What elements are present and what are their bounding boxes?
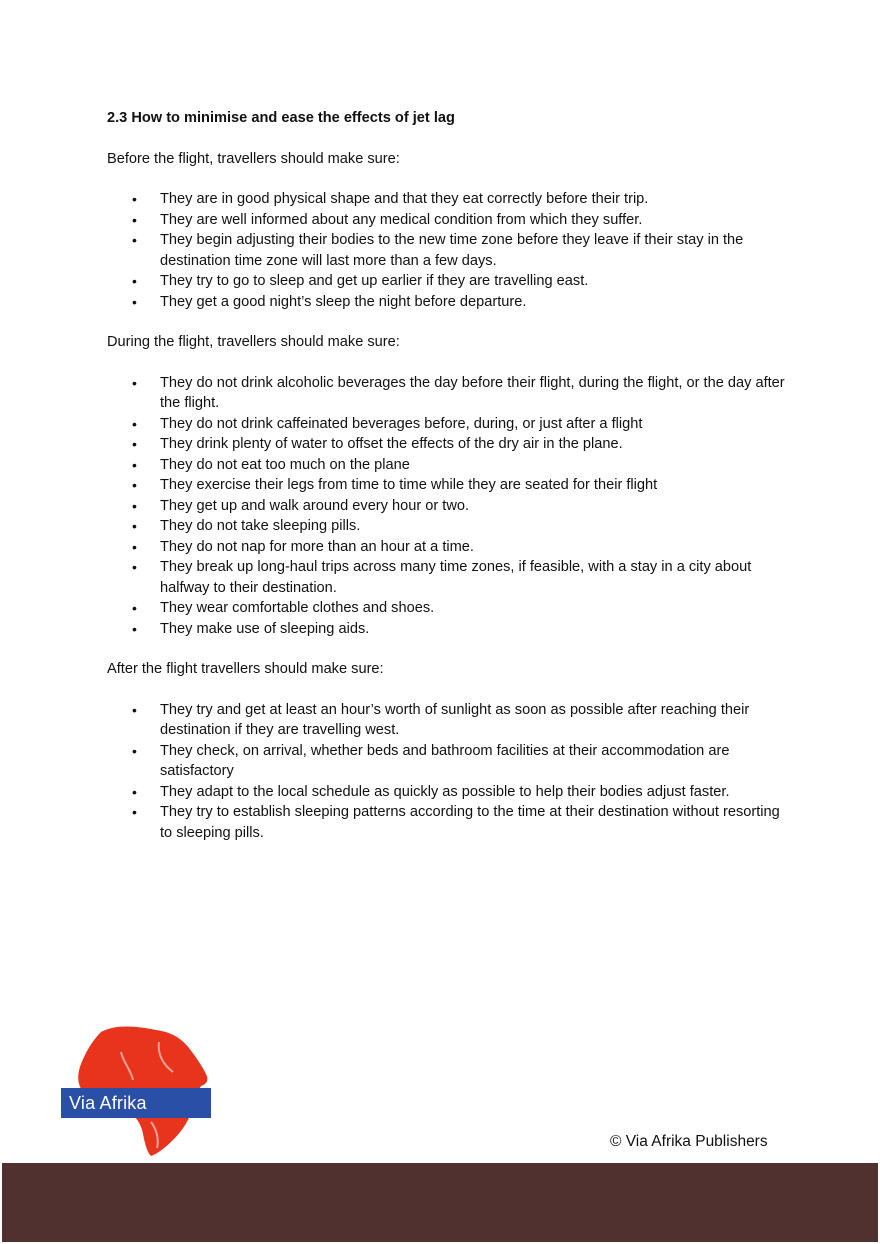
before-flight-intro: Before the flight, travellers should make sure: (107, 150, 400, 167)
list-item (107, 516, 787, 537)
bullet-icon: • (132, 191, 137, 207)
list-item (107, 373, 787, 414)
bullet-icon: • (132, 518, 137, 534)
list-item (107, 475, 787, 496)
list-item-text: They do not drink caffeinated beverages before, during, or just after a flight (160, 415, 643, 432)
bullet-icon: • (132, 273, 137, 289)
list-item-text: They make use of sleeping aids. (160, 620, 370, 637)
bullet-icon: • (132, 374, 137, 391)
list-item (107, 271, 787, 292)
list-item-text: They do not drink alcoholic beverages the day before their flight, during the flight, or the day after the flight. (160, 374, 785, 411)
bullet-icon: • (132, 456, 137, 473)
bullet-icon: • (132, 415, 137, 432)
list-item (107, 741, 787, 782)
bullet-icon: • (132, 497, 137, 514)
list-item-text: They do not nap for more than an hour at a time. (160, 538, 474, 555)
after-flight-intro: After the flight travellers should make sure: (107, 661, 384, 677)
bullet-icon: • (132, 742, 137, 759)
bullet-icon: • (132, 232, 137, 248)
list-item-text: They try to establish sleeping patterns according to the time at their destination without resorting to sleeping pills. (160, 804, 780, 841)
list-item-text: They try and get at least an hour’s worth of sunlight as soon as possible after reaching their destination if they are travelling west. (160, 701, 750, 738)
list-item-text: They do not take sleeping pills. (160, 518, 361, 534)
list-item (107, 414, 787, 435)
list-item (107, 598, 787, 619)
list-item (107, 434, 787, 455)
list-item-text: They try to go to sleep and get up earlier if they are travelling east. (160, 273, 589, 289)
during-flight-intro: During the flight, travellers should make sure: (107, 334, 400, 350)
bullet-icon: • (132, 538, 137, 555)
list-item-text: They break up long-haul trips across many time zones, if feasible, with a stay in a city about halfway to their destination. (160, 559, 752, 596)
section-heading: 2.3 How to minimise and ease the effects of jet lag (107, 110, 455, 126)
footer-bar (2, 1163, 878, 1242)
list-item (107, 700, 787, 741)
list-item-text: They get up and walk around every hour or two. (160, 497, 470, 514)
bullet-icon: • (132, 293, 137, 310)
list-item (107, 455, 787, 476)
during-flight-list (107, 373, 787, 640)
before-flight-list (107, 189, 787, 312)
list-item (107, 189, 787, 210)
list-item-text: They check, on arrival, whether beds and bathroom facilities at their accommodation are satisfactory (160, 742, 730, 779)
list-item (107, 619, 787, 640)
list-item-text: They begin adjusting their bodies to the new time zone before they leave if their stay in the destination time zone will last more than a few days. (160, 232, 744, 269)
bullet-icon: • (132, 804, 137, 820)
bullet-icon: • (132, 211, 137, 228)
document-body (107, 108, 787, 863)
bullet-icon: • (132, 701, 137, 718)
list-item (107, 230, 787, 271)
list-item (107, 782, 787, 803)
list-item (107, 210, 787, 231)
list-item (107, 496, 787, 517)
list-item-text: They wear comfortable clothes and shoes. (160, 600, 435, 616)
list-item-text: They adapt to the local schedule as quickly as possible to help their bodies adjust faster. (160, 783, 730, 800)
logo-band (61, 1088, 211, 1118)
after-flight-list (107, 700, 787, 844)
logo-text: Via Afrika (69, 1092, 147, 1113)
via-afrika-logo (61, 1022, 213, 1160)
list-item (107, 292, 787, 313)
bullet-icon: • (132, 783, 137, 800)
list-item-text: They are in good physical shape and that they eat correctly before their trip. (160, 191, 649, 207)
bullet-icon: • (132, 620, 137, 637)
copyright-notice: © Via Afrika Publishers (610, 1133, 768, 1150)
list-item-text: They drink plenty of water to offset the effects of the dry air in the plane. (160, 436, 623, 452)
list-item-text: They get a good night’s sleep the night before departure. (160, 293, 527, 310)
bullet-icon: • (132, 436, 137, 452)
list-item-text: They do not eat too much on the plane (160, 456, 410, 473)
list-item (107, 557, 787, 598)
list-item-text: They are well informed about any medical condition from which they suffer. (160, 211, 643, 228)
bullet-icon: • (132, 559, 137, 575)
list-item-text: They exercise their legs from time to time while they are seated for their flight (160, 477, 658, 493)
bullet-icon: • (132, 600, 137, 616)
list-item (107, 802, 787, 843)
bullet-icon: • (132, 477, 137, 493)
list-item (107, 537, 787, 558)
